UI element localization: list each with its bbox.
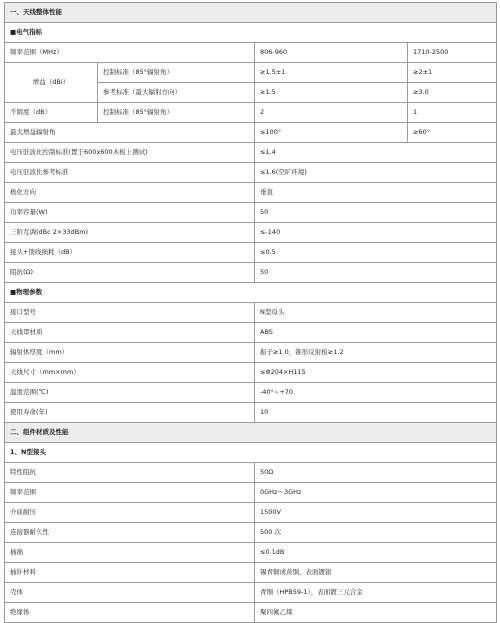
table-row: [5, 303, 497, 323]
row-value: 50: [255, 203, 497, 223]
section-title: 二、组件材质及性能: [5, 423, 497, 443]
row-value: 10: [255, 403, 497, 423]
row-value: 锡青铜或黄铜，表面镀银: [255, 563, 497, 583]
row-value: ≥60°: [408, 123, 497, 143]
row-value: 振子≥1.0，锥形反射板≥1.2: [255, 343, 497, 363]
row-label: 频率范围（MHz）: [5, 43, 255, 63]
row-value: 50: [255, 263, 497, 283]
table-row: [5, 263, 497, 283]
row-value: ≤0.5: [255, 243, 497, 263]
subsection-title: ■物理参数: [5, 283, 497, 303]
table-row: [5, 323, 497, 343]
row-value: ≤0.1dB: [255, 543, 497, 563]
row-value: -40°~+70: [255, 383, 497, 403]
section-header: [5, 3, 497, 23]
subsection-header: [5, 443, 497, 463]
row-label: 插损: [5, 543, 255, 563]
table-row: [5, 43, 497, 63]
row-value: ≥2±1: [408, 63, 497, 83]
row-label: 使用寿命(年): [5, 403, 255, 423]
table-row: [5, 603, 497, 623]
row-label: 绝缘体: [5, 603, 255, 623]
row-value: 1710-2500: [408, 43, 497, 63]
row-label: 电压驻波比控制标准(置于600x600木板上测试): [5, 143, 255, 163]
row-sublabel: 控制标准（85°辐射角）: [98, 103, 255, 123]
row-value: 垂直: [255, 183, 497, 203]
row-label: 最大增益辐射角: [5, 123, 255, 143]
table-row: [5, 223, 497, 243]
row-value: 50Ω: [255, 463, 497, 483]
row-label: 增益（dBi）: [5, 63, 98, 103]
table-row: [5, 483, 497, 503]
row-value: ≤Φ204×H115: [255, 363, 497, 383]
table-row: [5, 243, 497, 263]
table-row: [5, 183, 497, 203]
row-label: 辐射体厚度（mm）: [5, 343, 255, 363]
row-label: 连接器耐久性: [5, 523, 255, 543]
row-value: 1500V: [255, 503, 497, 523]
row-label: 不圆度（dB）: [5, 103, 98, 123]
row-value: ≤100°: [255, 123, 408, 143]
table-row: [5, 503, 497, 523]
row-label: 功率容量(W): [5, 203, 255, 223]
table-row: [5, 403, 497, 423]
table-row: [5, 583, 497, 603]
section-title: 一、天线整体性能: [5, 3, 497, 23]
row-value: 1: [408, 103, 497, 123]
row-sublabel: 控制标准（85°辐射角）: [98, 63, 255, 83]
row-label: 天线罩材质: [5, 323, 255, 343]
subsection-header: [5, 283, 497, 303]
table-row: [5, 563, 497, 583]
subsection-title: 1、N型接头: [5, 443, 497, 463]
row-value: 聚四氟乙烯: [255, 603, 497, 623]
table-row: [5, 63, 497, 83]
row-label: 极化方向: [5, 183, 255, 203]
row-label: 温度范围(℃): [5, 383, 255, 403]
table-row: [5, 123, 497, 143]
row-value: 806-960: [255, 43, 408, 63]
table-row: [5, 343, 497, 363]
table-row: [5, 463, 497, 483]
row-label: 阻抗(Ω): [5, 263, 255, 283]
subsection-header: [5, 23, 497, 43]
row-value: ≥1.5±1: [255, 63, 408, 83]
table-row: [5, 383, 497, 403]
table-row: [5, 163, 497, 183]
row-label: 天线尺寸（mm×mm）: [5, 363, 255, 383]
spec-table: [4, 2, 497, 623]
subsection-title: ■电气指标: [5, 23, 497, 43]
table-row: [5, 543, 497, 563]
row-label: 接口型号: [5, 303, 255, 323]
row-label: 介质耐压: [5, 503, 255, 523]
row-label: 插针材料: [5, 563, 255, 583]
row-value: ABS: [255, 323, 497, 343]
row-value: ≥1.5: [255, 83, 408, 103]
row-label: 特性阻抗: [5, 463, 255, 483]
row-value: 青铜（HPB59-1），表面镀三元合金: [255, 583, 497, 603]
table-row: [5, 523, 497, 543]
table-row: [5, 103, 497, 123]
row-label: 接头+馈线损耗（dB）: [5, 243, 255, 263]
row-sublabel: 参考标准（最大辐射方向）: [98, 83, 255, 103]
table-row: [5, 143, 497, 163]
section-header: [5, 423, 497, 443]
table-row: [5, 203, 497, 223]
row-value: 0GHz～3GHz: [255, 483, 497, 503]
row-label: 三阶互调(dBc 2×33dBm): [5, 223, 255, 243]
row-value: N型母头: [255, 303, 497, 323]
row-label: 频率范围: [5, 483, 255, 503]
row-value: 500 次: [255, 523, 497, 543]
table-row: [5, 363, 497, 383]
row-value: ≥3.0: [408, 83, 497, 103]
row-value: ≤1.6(空旷环境): [255, 163, 497, 183]
row-value: ≤1.4: [255, 143, 497, 163]
row-value: ≤-140: [255, 223, 497, 243]
row-label: 壳体: [5, 583, 255, 603]
row-value: 2: [255, 103, 408, 123]
row-label: 电压驻波比参考标准: [5, 163, 255, 183]
